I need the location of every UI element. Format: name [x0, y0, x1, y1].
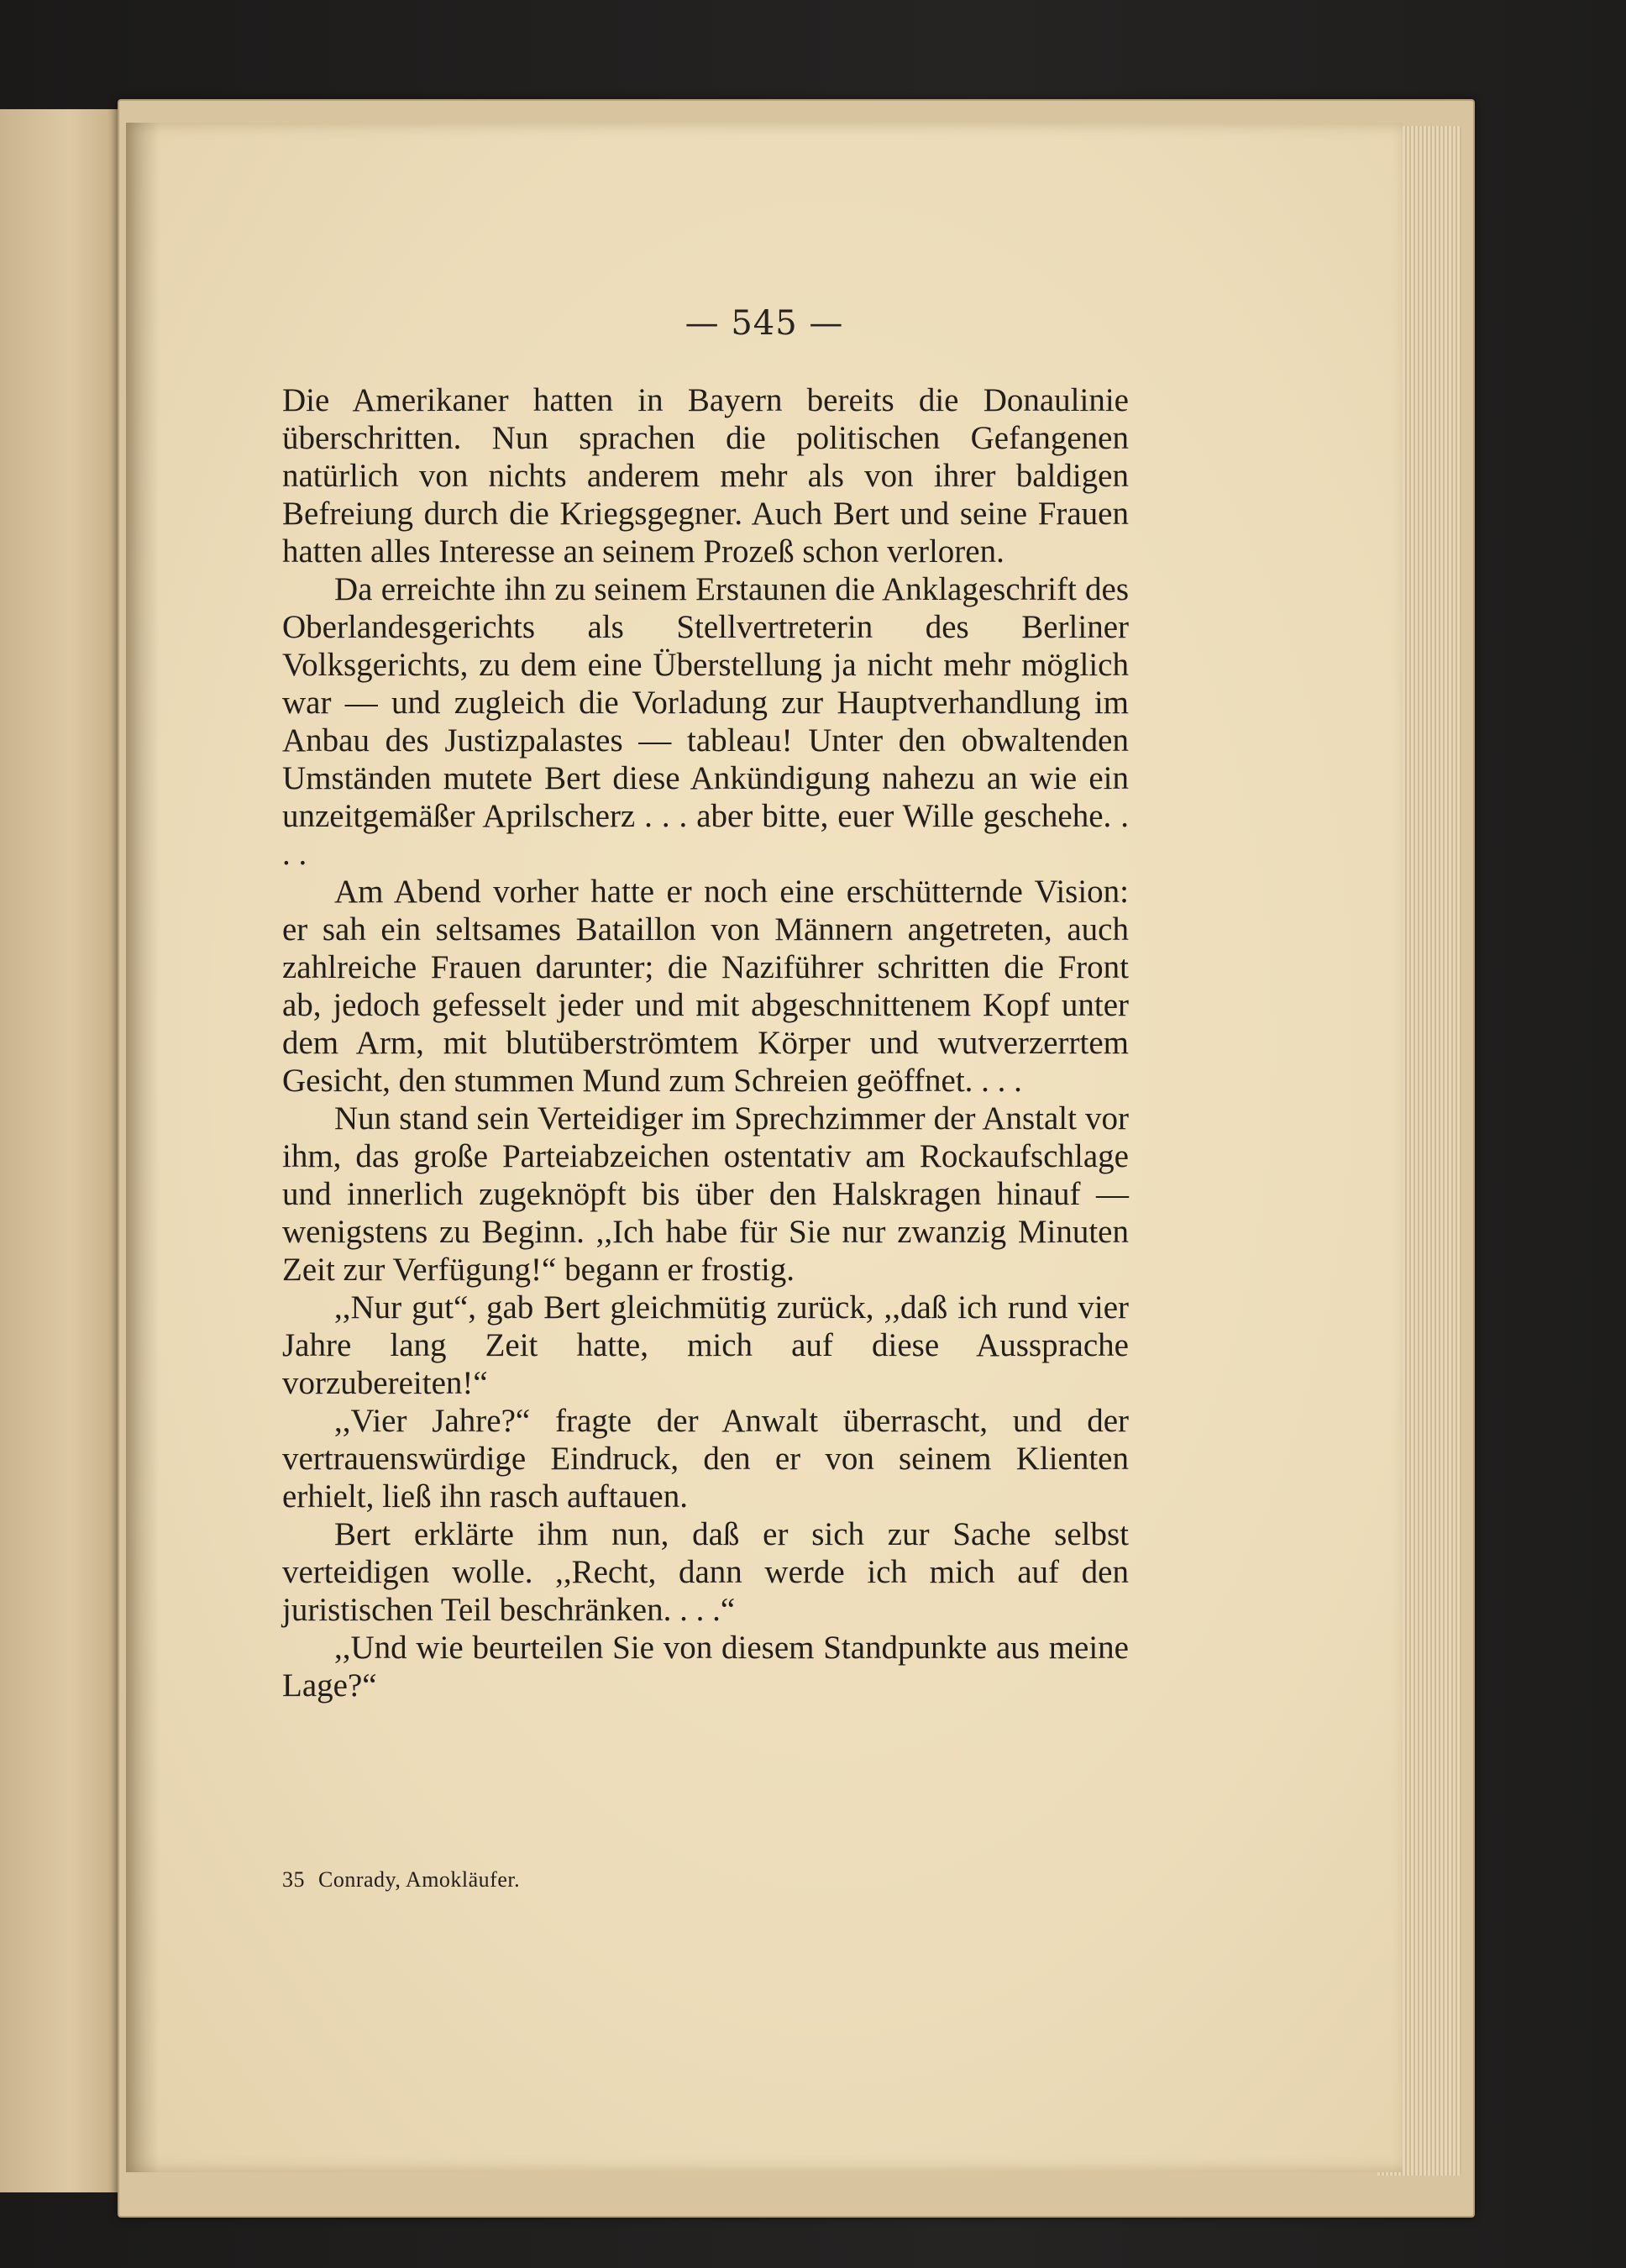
signature-mark: 35 — [282, 1867, 305, 1892]
page-number: — 545 — — [684, 304, 844, 343]
paragraph-4: Nun stand sein Verteidiger im Sprechzimmer der Anstalt vor ihm, das große Parteiabzeichen ostentativ am Rockaufschlage und innerlich zugeknöpft bis über den Halskragen hinauf — wenigstens zu Beginn. ,,Ich habe für Sie nur zwanzig Minuten Zeit zur Verfügung!“ begann er frostig. — [282, 1100, 1129, 1288]
paragraph-6: ,,Vier Jahre?“ fragte der Anwalt überrascht, und der vertrauenswürdige Eindruck, den er von seinem Klienten erhielt, ließ ihn rasch auftauen. — [282, 1403, 1129, 1515]
page-footer — [282, 1867, 520, 1893]
paragraph-1: Die Amerikaner hatten in Bayern bereits die Donaulinie überschritten. Nun sprachen die politischen Gefangenen natürlich von nichts anderem mehr als von ihrer baldigen Befreiung durch die Kriegsgegner. Auch Bert und seine Frauen hatten alles Interesse an seinem Prozeß schon verloren. — [282, 382, 1129, 570]
paragraph-5: ,,Nur gut“, gab Bert gleichmütig zurück, ,,daß ich rund vier Jahre lang Zeit hatte, mich auf diese Aussprache vorzubereiten!“ — [282, 1289, 1129, 1401]
paragraph-7: Bert erklärte ihm nun, daß er sich zur Sache selbst verteidigen wolle. ,,Recht, dann werde ich mich auf den juristischen Teil beschränken. . . .“ — [282, 1516, 1129, 1628]
paragraph-2: Da erreichte ihn zu seinem Erstaunen die Anklageschrift des Oberlandesgerichts als Stellvertreterin des Berliner Volksgerichts, zu dem eine Überstellung ja nicht mehr möglich war — und zugleich die Vorladung zur Hauptverhandlung im Anbau des Justizpalastes — tableau! Unter den obwaltenden Umständen mutete Bert diese Ankündigung nahezu an wie ein unzeitgemäßer Aprilscherz . . . aber bitte, euer Wille geschehe. . . . — [282, 571, 1129, 872]
previous-page-edge — [0, 109, 126, 2192]
footer-title: Conrady, Amokläufer. — [318, 1867, 521, 1892]
paragraph-8: ,,Und wie beurteilen Sie von diesem Standpunkte aus meine Lage?“ — [282, 1630, 1129, 1704]
body-text — [282, 381, 1129, 1704]
spine-shadow — [126, 123, 160, 2172]
paragraph-3: Am Abend vorher hatte er noch eine erschütternde Vision: er sah ein seltsames Bataillon von Männern angetreten, auch zahlreiche Frauen darunter; die Naziführer schritten die Front ab, jedoch gefesselt jeder und mit abgeschnittenem Kopf unter dem Arm, mit blutüberströmtem Körper und wutverzerrtem Gesicht, den stummen Mund zum Schreien geöffnet. . . . — [282, 874, 1129, 1099]
